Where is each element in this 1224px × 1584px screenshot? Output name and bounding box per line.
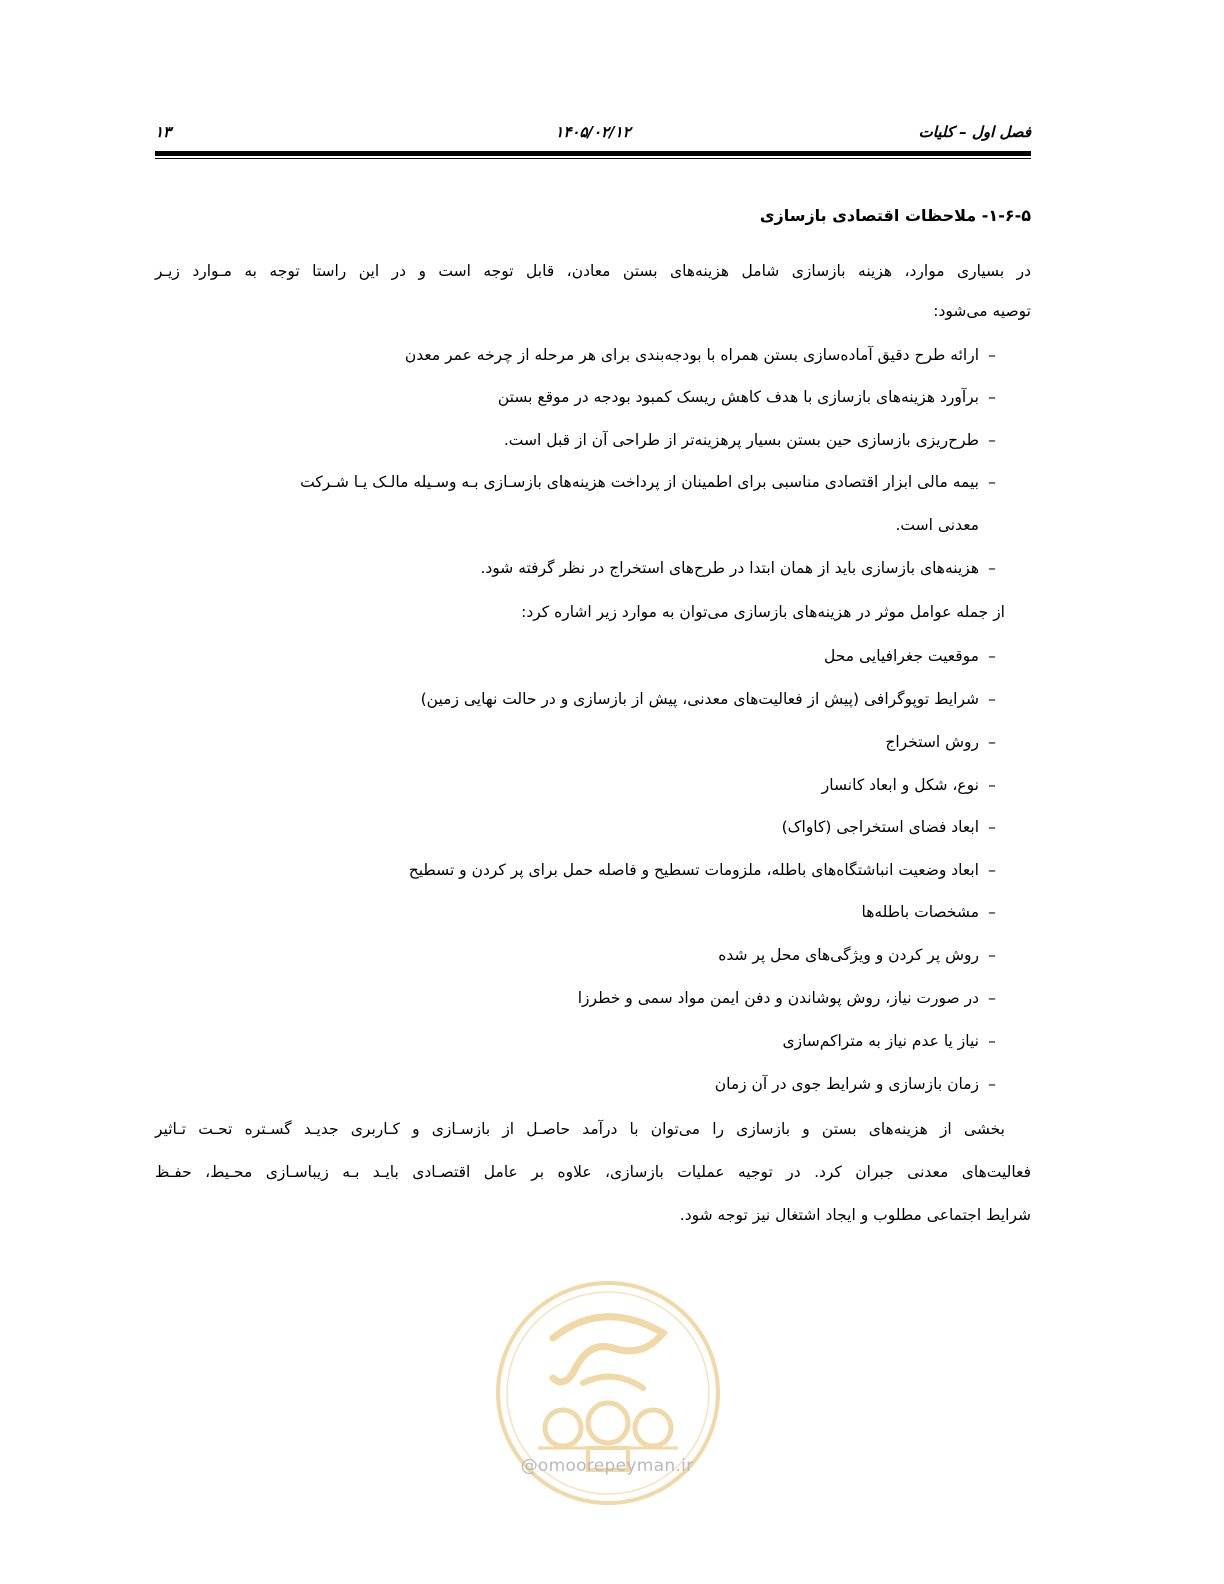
bullet-dash: – — [988, 946, 996, 964]
bullet-dash: – — [988, 903, 996, 921]
bullet-dash: – — [988, 388, 996, 406]
list-item — [498, 385, 1005, 409]
list-item-text: بیمه مالی ابزار اقتصادی مناسبی برای اطمینان از پرداخت هزینه‌های بازسـازی بـه وسـیله مالـک یـا شـرکت — [300, 473, 979, 491]
list-item — [409, 858, 1005, 882]
bullet-dash: – — [988, 776, 996, 794]
bullet-dash: – — [988, 473, 996, 491]
list-item — [405, 343, 1005, 367]
list-item — [480, 556, 1005, 580]
list-item — [715, 1072, 1005, 1096]
list-item-text: روش استخراج — [885, 733, 979, 751]
list-item — [504, 428, 1005, 452]
closing-line-2: فعالیت‌های معدنی جبران کرد. در توجیه عملیات بازسازی، علاوه بر عامل اقتصـادی بایـد بـه زیباسـازی محـیط، حفـظ — [155, 1163, 1031, 1181]
list-item-text: ارائه طرح دقیق آماده‌سازی بستن همراه با بودجه‌بندی برای هر مرحله از چرخه عمر معدن — [404, 346, 979, 364]
bullet-dash: – — [988, 559, 996, 577]
bullet-dash: – — [988, 989, 996, 1007]
bullet-dash: – — [988, 690, 996, 708]
header-rule-thin — [155, 158, 1031, 159]
list-item-text: برآورد هزینه‌های بازسازی با هدف کاهش ریسک کمبود بودجه در موقع بستن — [497, 388, 979, 406]
intro-line-2: توصیه می‌شود: — [933, 302, 1031, 320]
list-item-text: ابعاد وضعیت انباشتگاه‌های باطله، ملزومات تسطیح و فاصله حمل برای پر کردن و تسطیح — [408, 861, 979, 879]
list-item-text: در صورت نیاز، روش پوشاندن و دفن ایمن مواد سمی و خطرزا — [577, 989, 979, 1007]
closing-line-3: شرایط اجتماعی مطلوب و ایجاد اشتغال نیز توجه شود. — [679, 1206, 1031, 1224]
watermark-site-text: @omoorepeyman.ir — [520, 1456, 694, 1476]
list-item-text: هزینه‌های بازسازی باید از همان ابتدا در طرح‌های استخراج در نظر گرفته شود. — [480, 559, 979, 577]
section-heading: ۱-۶-۵- ملاحظات اقتصادی بازسازی — [759, 206, 1031, 225]
bullet-dash: – — [988, 818, 996, 836]
list-item-text: زمان بازسازی و شرایط جوی در آن زمان — [714, 1075, 979, 1093]
list-item-text: مشخصات باطله‌ها — [861, 903, 979, 921]
list-item — [824, 644, 1005, 668]
intro-line-1: در بسیاری موارد، هزینه بازسازی شامل هزینه‌های بستن معادن، قابل توجه است و در این راستا توجه به مـوارد زیـر — [155, 262, 1031, 280]
watermark-site: omoorepeyman.ir — [537, 1456, 694, 1476]
list-item — [155, 470, 1005, 494]
page-number: ۱۳ — [155, 123, 172, 141]
header-date: ۱۴۰۵/۰۲/۱۲ — [555, 123, 631, 141]
bullet-dash: – — [988, 733, 996, 751]
list-item — [578, 986, 1005, 1010]
bullet-dash: – — [988, 1032, 996, 1050]
list-item-text: طرح‌ریزی بازسازی حین بستن بسیار پرهزینه‌تر از طراحی آن از قبل است. — [503, 431, 979, 449]
list-item-text: نوع، شکل و ابعاد کانسار — [821, 776, 979, 794]
page-header — [155, 120, 1031, 144]
list-item — [782, 1029, 1005, 1053]
list-item-continuation: معدنی است. — [895, 516, 979, 534]
bullet-dash: – — [988, 346, 996, 364]
list-item-text: شرایط توپوگرافی (پیش از فعالیت‌های معدنی، پیش از بازسازی و در حالت نهایی زمین) — [420, 690, 979, 708]
factors-intro: از جمله عوامل موثر در هزینه‌های بازسازی می‌توان به موارد زیر اشاره کرد: — [521, 603, 1005, 621]
list-item — [421, 687, 1005, 711]
bullet-dash: – — [988, 647, 996, 665]
list-item-text: موقعیت جغرافیایی محل — [824, 647, 979, 665]
list-item-text: روش پر کردن و ویژگی‌های محل پر شده — [718, 946, 979, 964]
list-item — [782, 815, 1005, 839]
bullet-dash: – — [988, 431, 996, 449]
closing-line-1: بخشی از هزینه‌های بستن و بازسازی را می‌توان با درآمد حاصـل از بازسـازی و کـاربری جدیـد گسـتره تحـت تـاثیر — [155, 1120, 1005, 1138]
header-rule-thick — [155, 151, 1031, 156]
list-item — [885, 730, 1005, 754]
chapter-title: فصل اول – کلیات — [918, 123, 1031, 141]
list-item — [822, 773, 1005, 797]
list-item-text: ابعاد فضای استخراجی (کاواک) — [781, 818, 979, 836]
list-item-text: نیاز یا عدم نیاز به متراکم‌سازی — [782, 1032, 979, 1050]
bullet-dash: – — [988, 861, 996, 879]
bullet-dash: – — [988, 1075, 996, 1093]
list-item — [718, 943, 1005, 967]
list-item — [861, 900, 1005, 924]
